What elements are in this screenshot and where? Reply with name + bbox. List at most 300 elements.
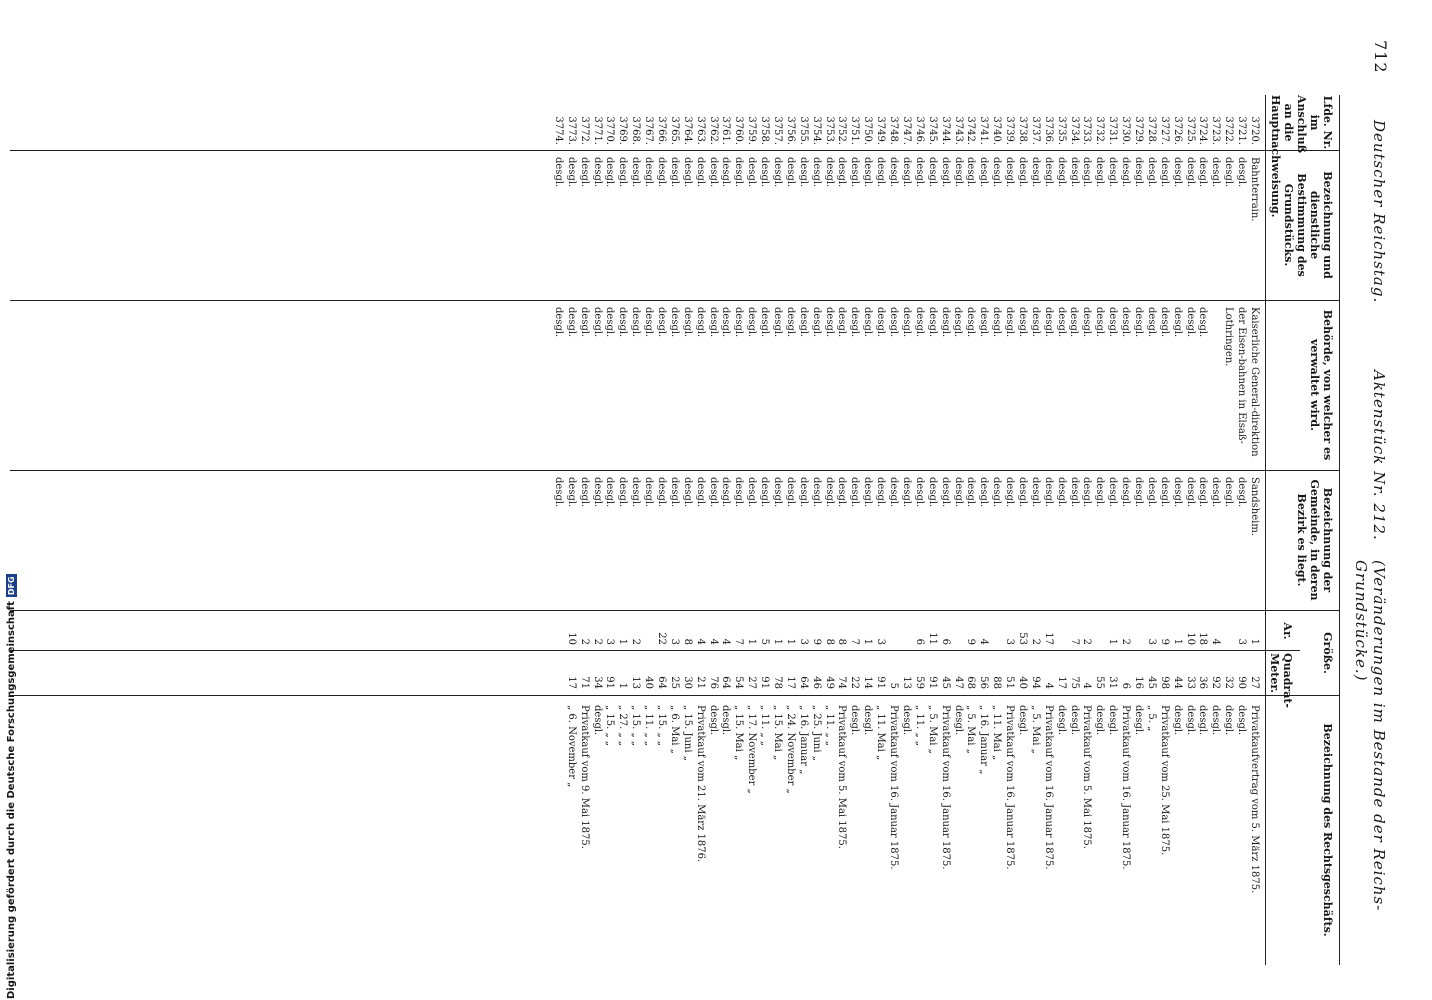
cell-rg: Privatkauf vom 16. Januar 1875. bbox=[939, 705, 951, 870]
cell-bez: desgl. bbox=[810, 157, 822, 188]
cell-beh: desgl. bbox=[565, 307, 577, 338]
cell-rg: „ 5. „ bbox=[1145, 705, 1157, 732]
cell-nr: 3769. bbox=[617, 116, 629, 145]
cell-rg: „ 24. November „ bbox=[784, 705, 796, 794]
cell-nr: 3731. bbox=[1107, 116, 1119, 145]
cell-nr: 3771. bbox=[591, 116, 603, 145]
cell-ar: 4 bbox=[720, 638, 732, 645]
cell-gem: desgl. bbox=[1145, 477, 1157, 508]
cell-rg: „ 15. „ „ bbox=[656, 705, 668, 746]
cell-beh: desgl. bbox=[630, 307, 642, 338]
cell-gem: desgl. bbox=[926, 477, 938, 508]
cell-rg: Privatkaufvertrag vom 5. März 1875. bbox=[1249, 705, 1260, 894]
cell-qm: 98 bbox=[1158, 676, 1170, 689]
cell-qm: 64 bbox=[656, 676, 668, 689]
cell-gem: desgl. bbox=[746, 477, 758, 508]
cell-nr: 3726. bbox=[1171, 116, 1183, 145]
header-qm: Quadrat-Meter. bbox=[1268, 653, 1294, 708]
cell-beh: desgl. bbox=[862, 307, 874, 338]
cell-bez: desgl. bbox=[926, 157, 938, 188]
cell-gem: desgl. bbox=[565, 477, 577, 508]
cell-gem: desgl. bbox=[1042, 477, 1054, 508]
cell-beh: desgl. bbox=[1132, 307, 1144, 338]
cell-qm: 40 bbox=[1016, 676, 1028, 689]
cell-nr: 3756. bbox=[784, 116, 796, 145]
cell-qm: 88 bbox=[991, 676, 1003, 689]
cell-qm: 46 bbox=[810, 676, 822, 689]
cell-bez: desgl. bbox=[1055, 157, 1067, 188]
cell-ar: 4 bbox=[707, 638, 719, 645]
cell-nr: 3772. bbox=[578, 116, 590, 145]
cell-qm: 5 bbox=[888, 682, 900, 689]
cell-bez: desgl. bbox=[900, 157, 912, 188]
cell-beh: desgl. bbox=[656, 307, 667, 338]
cell-bez: desgl. bbox=[913, 157, 925, 188]
cell-rg: „ 27. „ „ bbox=[617, 705, 629, 746]
cell-bez: desgl. bbox=[565, 157, 577, 188]
cell-gem: desgl. bbox=[939, 477, 951, 508]
cell-beh: desgl. bbox=[913, 307, 925, 338]
cell-qm: 59 bbox=[913, 676, 925, 689]
cell-beh: desgl. bbox=[668, 307, 680, 338]
header-gem: Bezeichnung der Gemeinde, in deren Bezirk es liegt. bbox=[1295, 479, 1334, 601]
cell-rg: desgl. bbox=[1184, 705, 1196, 736]
cell-nr: 3750. bbox=[862, 116, 874, 145]
cell-rg: desgl. bbox=[1094, 705, 1106, 736]
header-rg: Bezeichnung des Rechtsgeschäfts. bbox=[1321, 723, 1334, 937]
cell-beh: desgl. bbox=[1068, 307, 1080, 338]
cell-ar: 22 bbox=[656, 632, 668, 645]
cell-nr: 3766. bbox=[656, 116, 668, 145]
cell-qm: 34 bbox=[591, 676, 603, 689]
cell-nr: 3749. bbox=[875, 116, 887, 145]
cell-beh: desgl. bbox=[552, 307, 564, 338]
cell-gem: desgl. bbox=[1171, 477, 1183, 508]
cell-nr: 3761. bbox=[720, 116, 732, 145]
cell-rg: Privatkauf vom 21. März 1876. bbox=[694, 705, 706, 863]
cell-beh: desgl. bbox=[1120, 307, 1132, 338]
cell-qm: 32 bbox=[1223, 676, 1235, 689]
cell-rg: Privatkauf vom 16. Januar 1875. bbox=[888, 705, 900, 870]
cell-ar: 8 bbox=[681, 638, 693, 645]
cell-qm: 22 bbox=[849, 676, 861, 689]
cell-bez: desgl. bbox=[617, 157, 629, 188]
cell-ar: 7 bbox=[733, 638, 745, 645]
col-divider bbox=[10, 150, 1340, 151]
cell-ar: 3 bbox=[875, 638, 887, 645]
cell-bez: desgl. bbox=[591, 157, 603, 188]
col-divider bbox=[10, 300, 1340, 301]
cell-nr: 3744. bbox=[939, 116, 951, 145]
cell-ar: 10 bbox=[1184, 632, 1196, 645]
cell-gem: desgl. bbox=[604, 477, 616, 508]
cell-rg: Privatkauf vom 16. Januar 1875. bbox=[1004, 705, 1016, 870]
cell-nr: 3727. bbox=[1158, 116, 1170, 145]
cell-qm: 6 bbox=[1120, 682, 1132, 689]
cell-beh: desgl. bbox=[1171, 307, 1183, 338]
cell-ar: 1 bbox=[746, 638, 758, 645]
page-number: 712 bbox=[1371, 40, 1390, 74]
cell-nr: 3768. bbox=[630, 116, 642, 145]
cell-gem: desgl. bbox=[1132, 477, 1144, 508]
cell-rg: desgl. bbox=[720, 705, 732, 736]
cell-qm: 17 bbox=[784, 676, 796, 689]
cell-rg: „ 5. Mai „ bbox=[926, 705, 938, 754]
cell-gem: desgl. bbox=[978, 477, 990, 508]
cell-gem: desgl. bbox=[836, 477, 848, 508]
cell-qm: 27 bbox=[1249, 676, 1260, 689]
cell-beh: desgl. bbox=[746, 307, 758, 338]
cell-gem: desgl. bbox=[1107, 477, 1119, 508]
cell-ar bbox=[1221, 613, 1234, 645]
header-beh: Behörde, von welcher es verwaltet wird. bbox=[1308, 309, 1334, 461]
cell-gem: desgl. bbox=[1016, 477, 1028, 508]
cell-beh: desgl. bbox=[888, 307, 900, 338]
cell-nr: 3754. bbox=[810, 116, 822, 145]
cell-rg: „ 15. Mai „ bbox=[733, 705, 745, 761]
cell-nr: 3767. bbox=[643, 116, 655, 145]
cell-beh: desgl. bbox=[617, 307, 629, 338]
cell-gem: desgl. bbox=[1081, 477, 1093, 508]
cell-ar: 1 bbox=[784, 638, 796, 645]
cell-qm: 49 bbox=[823, 676, 835, 689]
cell-bez: desgl. bbox=[1158, 157, 1170, 188]
cell-qm: 45 bbox=[1145, 676, 1157, 689]
cell-qm: 16 bbox=[1132, 676, 1144, 689]
cell-ar bbox=[1054, 613, 1067, 645]
cell-gem: desgl. bbox=[707, 477, 719, 508]
cell-rg: „ 16. Januar „ bbox=[978, 705, 990, 775]
cell-rg: desgl. bbox=[1068, 705, 1080, 736]
cell-rg: „ 11. Mai „ bbox=[991, 705, 1003, 761]
cell-ar bbox=[899, 613, 912, 645]
cell-beh: Kaiserliche General-direktion der Eisen-bahnen in Elsaß-Lothringen. bbox=[1223, 307, 1260, 457]
cell-gem: desgl. bbox=[1094, 477, 1106, 508]
cell-beh: desgl. bbox=[939, 307, 951, 338]
cell-gem: desgl. bbox=[1029, 477, 1041, 508]
cell-nr: 3763. bbox=[694, 116, 706, 145]
cell-nr: 3762. bbox=[707, 116, 719, 145]
cell-nr: 3729. bbox=[1132, 116, 1144, 145]
cell-beh: desgl. bbox=[681, 307, 693, 338]
cell-bez: desgl. bbox=[707, 157, 719, 188]
cell-nr: 3720. bbox=[1249, 116, 1260, 145]
cell-qm: 51 bbox=[1004, 676, 1016, 689]
cell-gem: desgl. bbox=[1210, 477, 1222, 508]
cell-bez: desgl. bbox=[862, 157, 874, 188]
page-subject: (Veränderungen im Bestande der Reichs-Grundstücke.) bbox=[1352, 560, 1388, 912]
cell-qm: 4 bbox=[1042, 682, 1054, 689]
cell-nr: 3764. bbox=[681, 116, 693, 145]
cell-rg: „ 25. Juni „ bbox=[810, 705, 822, 761]
cell-ar: 3 bbox=[604, 638, 616, 645]
cell-qm: 14 bbox=[862, 676, 874, 689]
cell-rg: „ 16. Januar „ bbox=[797, 705, 809, 775]
column-bez bbox=[551, 157, 1260, 297]
column-beh bbox=[551, 307, 1260, 467]
cell-ar: 17 bbox=[1042, 632, 1054, 645]
cell-beh: desgl. bbox=[1055, 307, 1067, 338]
cell-bez: desgl. bbox=[1171, 157, 1183, 188]
cell-gem: desgl. bbox=[1223, 477, 1235, 508]
cell-rg: „ 11. „ „ bbox=[913, 705, 925, 746]
cell-qm: 44 bbox=[1171, 676, 1183, 689]
cell-gem: desgl. bbox=[797, 477, 809, 508]
cell-qm: 90 bbox=[1236, 676, 1248, 689]
cell-ar: 3 bbox=[1236, 638, 1248, 645]
page-title: Deutscher Reichstag. bbox=[1370, 120, 1388, 304]
cell-rg: „ 11. „ „ bbox=[823, 705, 835, 746]
cell-bez: desgl. bbox=[875, 157, 887, 188]
cell-beh: desgl. bbox=[965, 307, 977, 338]
cell-rg: „ 11. Mai „ bbox=[875, 705, 887, 761]
cell-rg: „ 5. Mai „ bbox=[1029, 705, 1041, 754]
cell-ar: 1 bbox=[1249, 638, 1260, 645]
cell-bez: desgl. bbox=[1042, 157, 1054, 188]
cell-gem: desgl. bbox=[888, 477, 900, 508]
cell-beh: desgl. bbox=[823, 307, 835, 338]
cell-qm: 45 bbox=[939, 676, 951, 689]
cell-ar: 9 bbox=[1158, 638, 1170, 645]
cell-ar: 3 bbox=[1145, 638, 1157, 645]
cell-qm: 40 bbox=[643, 676, 655, 689]
cell-beh: desgl. bbox=[707, 307, 719, 338]
cell-beh: desgl. bbox=[952, 307, 964, 338]
cell-beh: desgl. bbox=[604, 307, 616, 338]
cell-bez: desgl. bbox=[1120, 157, 1132, 188]
cell-beh: desgl. bbox=[694, 307, 706, 338]
cell-gem: desgl. bbox=[578, 477, 590, 508]
cell-beh: desgl. bbox=[733, 307, 745, 338]
cell-gem: desgl. bbox=[1004, 477, 1016, 508]
cell-nr: 3752. bbox=[836, 116, 848, 145]
cell-ar: 2 bbox=[1120, 638, 1132, 645]
col-divider bbox=[10, 695, 1340, 696]
cell-bez: desgl. bbox=[720, 157, 732, 188]
column-qm bbox=[564, 653, 1260, 689]
cell-bez: desgl. bbox=[759, 157, 771, 188]
sidebar bbox=[0, 560, 22, 1000]
cell-rg: Privatkauf vom 16. Januar 1875. bbox=[1120, 705, 1132, 870]
cell-nr: 3759. bbox=[746, 116, 758, 145]
cell-qm: 47 bbox=[952, 676, 964, 689]
cell-bez: desgl. bbox=[1184, 157, 1196, 188]
cell-qm: 55 bbox=[1094, 676, 1106, 689]
cell-beh: desgl. bbox=[849, 307, 861, 338]
cell-qm: 1 bbox=[617, 682, 629, 689]
cell-nr: 3746. bbox=[913, 116, 925, 145]
cell-bez: Bahnterrain. bbox=[1249, 157, 1260, 222]
cell-rg: Privatkauf vom 5. Mai 1875. bbox=[1081, 705, 1093, 849]
cell-bez: desgl. bbox=[1094, 157, 1106, 188]
document-number: Aktenstück Nr. 212. bbox=[1370, 370, 1388, 541]
cell-qm: 91 bbox=[875, 676, 887, 689]
cell-nr: 3774. bbox=[552, 116, 564, 145]
cell-bez: desgl. bbox=[978, 157, 990, 188]
cell-beh: desgl. bbox=[784, 307, 796, 338]
cell-bez: desgl. bbox=[1223, 157, 1235, 188]
cell-ar: 18 bbox=[1197, 632, 1209, 645]
cell-nr: 3725. bbox=[1184, 116, 1196, 145]
cell-ar: 7 bbox=[849, 638, 861, 645]
cell-rg: desgl. bbox=[849, 705, 861, 736]
cell-rg: desgl. bbox=[1107, 705, 1119, 736]
cell-qm: 36 bbox=[1197, 676, 1209, 689]
cell-ar: 6 bbox=[939, 638, 951, 645]
cell-nr: 3745. bbox=[926, 116, 938, 145]
cell-bez: desgl. bbox=[1068, 157, 1080, 188]
cell-ar bbox=[951, 613, 964, 645]
cell-beh: desgl. bbox=[836, 307, 848, 338]
cell-qm: 17 bbox=[565, 676, 577, 689]
cell-gem: desgl. bbox=[1120, 477, 1132, 508]
header-ar: Ar. bbox=[1281, 622, 1294, 640]
cell-nr: 3740. bbox=[991, 116, 1003, 145]
cell-qm: 76 bbox=[707, 676, 719, 689]
cell-qm: 74 bbox=[836, 676, 848, 689]
cell-ar: 3 bbox=[797, 638, 809, 645]
page-header bbox=[1352, 40, 1392, 970]
cell-beh: desgl. bbox=[643, 307, 655, 338]
cell-qm: 17 bbox=[1055, 676, 1067, 689]
cell-rg: desgl. bbox=[862, 705, 874, 736]
cell-nr: 3721. bbox=[1236, 116, 1248, 145]
cell-qm: 54 bbox=[733, 676, 745, 689]
cell-ar: 8 bbox=[836, 638, 848, 645]
table-top-rule bbox=[1339, 95, 1340, 965]
cell-ar: 2 bbox=[1081, 638, 1093, 645]
cell-ar: 4 bbox=[978, 638, 990, 645]
cell-bez: desgl. bbox=[849, 157, 861, 188]
cell-bez: desgl. bbox=[1029, 157, 1041, 188]
cell-ar: 1 bbox=[862, 638, 874, 645]
cell-ar: 1 bbox=[1171, 638, 1183, 645]
cell-ar bbox=[989, 613, 1002, 645]
table-head-rule bbox=[1265, 95, 1266, 965]
cell-bez: desgl. bbox=[668, 157, 680, 188]
cell-gem: desgl. bbox=[617, 477, 629, 508]
cell-nr: 3735. bbox=[1055, 116, 1067, 145]
cell-beh: desgl. bbox=[1081, 307, 1093, 338]
cell-ar: 10 bbox=[565, 632, 577, 645]
cell-nr: 3743. bbox=[952, 116, 964, 145]
cell-bez: desgl. bbox=[643, 157, 655, 188]
cell-gem: desgl. bbox=[784, 477, 796, 508]
cell-ar: 53 bbox=[1016, 632, 1028, 645]
cell-bez: desgl. bbox=[746, 157, 758, 188]
cell-bez: desgl. bbox=[1016, 157, 1028, 188]
cell-gem: desgl. bbox=[862, 477, 874, 508]
cell-bez: desgl. bbox=[991, 157, 1003, 188]
cell-nr: 3733. bbox=[1081, 116, 1093, 145]
cell-bez: desgl. bbox=[888, 157, 900, 188]
column-rg bbox=[564, 705, 1260, 960]
cell-rg: „ 15. „ „ bbox=[604, 705, 616, 746]
cell-nr: 3773. bbox=[565, 116, 577, 145]
cell-beh: desgl. bbox=[1145, 307, 1157, 338]
col-divider bbox=[10, 650, 1300, 651]
cell-beh: desgl. bbox=[875, 307, 887, 338]
cell-bez: desgl. bbox=[604, 157, 616, 188]
cell-ar: 1 bbox=[772, 638, 784, 645]
cell-bez: desgl. bbox=[656, 157, 668, 188]
cell-rg: desgl. bbox=[1171, 705, 1183, 736]
cell-beh: desgl. bbox=[978, 307, 990, 338]
cell-rg: desgl. bbox=[707, 705, 719, 736]
cell-qm: 21 bbox=[694, 676, 706, 689]
cell-beh: desgl. bbox=[720, 307, 732, 338]
cell-gem: desgl. bbox=[733, 477, 745, 508]
cell-qm: 31 bbox=[1107, 676, 1119, 689]
cell-ar: 1 bbox=[1107, 638, 1119, 645]
cell-ar: 9 bbox=[965, 638, 977, 645]
cell-rg: desgl. bbox=[1223, 705, 1235, 736]
property-table bbox=[10, 95, 1340, 965]
cell-bez: desgl. bbox=[1081, 157, 1093, 188]
cell-gem: desgl. bbox=[1184, 477, 1196, 508]
cell-bez: desgl. bbox=[772, 157, 784, 188]
header-bez: Bezeichnung und dienstliche Bestimmung des Grundstücks. bbox=[1282, 171, 1334, 279]
cell-bez: desgl. bbox=[823, 157, 835, 188]
cell-nr: 3760. bbox=[733, 116, 745, 145]
cell-beh: desgl. bbox=[900, 307, 912, 338]
cell-rg: „ 17. November „ bbox=[746, 705, 758, 794]
cell-qm: 78 bbox=[772, 676, 784, 689]
cell-rg: desgl. bbox=[952, 705, 964, 736]
cell-bez: desgl. bbox=[1107, 157, 1119, 188]
cell-gem: desgl. bbox=[913, 477, 925, 508]
cell-beh: desgl. bbox=[1004, 307, 1016, 338]
cell-bez: desgl. bbox=[630, 157, 642, 188]
cell-gem: desgl. bbox=[630, 477, 642, 508]
cell-nr: 3722. bbox=[1223, 116, 1235, 145]
cell-beh: desgl. bbox=[591, 307, 603, 338]
cell-gem: desgl. bbox=[656, 477, 668, 508]
cell-qm: 91 bbox=[926, 676, 938, 689]
cell-rg: desgl. bbox=[1132, 705, 1144, 736]
cell-ar bbox=[886, 613, 899, 645]
cell-beh: desgl. bbox=[991, 307, 1003, 338]
cell-ar: 8 bbox=[823, 638, 835, 645]
cell-gem: desgl. bbox=[1197, 477, 1209, 508]
cell-beh: desgl. bbox=[578, 307, 590, 338]
cell-bez: desgl. bbox=[1210, 157, 1222, 188]
cell-rg: „ 11. „ „ bbox=[643, 705, 655, 746]
cell-beh: desgl. bbox=[1184, 307, 1196, 338]
cell-ar: 2 bbox=[630, 638, 642, 645]
cell-bez: desgl. bbox=[797, 157, 809, 188]
cell-beh: desgl. bbox=[1158, 307, 1170, 338]
cell-qm: 13 bbox=[900, 676, 912, 689]
cell-beh: desgl. bbox=[1016, 307, 1028, 338]
cell-nr: 3755. bbox=[797, 116, 809, 145]
cell-qm: 33 bbox=[1184, 676, 1196, 689]
cell-qm: 92 bbox=[1210, 676, 1222, 689]
cell-bez: desgl. bbox=[1004, 157, 1016, 188]
cell-rg: „ 15. Juni „ bbox=[681, 705, 693, 761]
cell-bez: desgl. bbox=[784, 157, 796, 188]
cell-gem: desgl. bbox=[1236, 477, 1248, 508]
col-divider bbox=[10, 470, 1340, 471]
cell-qm: 91 bbox=[759, 676, 771, 689]
cell-gem: desgl. bbox=[965, 477, 977, 508]
header-lfd: Lfde. Nr. im Anschluß an die Hauptnachweisung. bbox=[1269, 95, 1334, 218]
cell-qm: 25 bbox=[668, 676, 680, 689]
cell-bez: desgl. bbox=[952, 157, 964, 188]
cell-rg: „ 15. Mai „ bbox=[772, 705, 784, 761]
cell-beh: desgl. bbox=[810, 307, 822, 338]
cell-ar: 2 bbox=[1029, 638, 1041, 645]
